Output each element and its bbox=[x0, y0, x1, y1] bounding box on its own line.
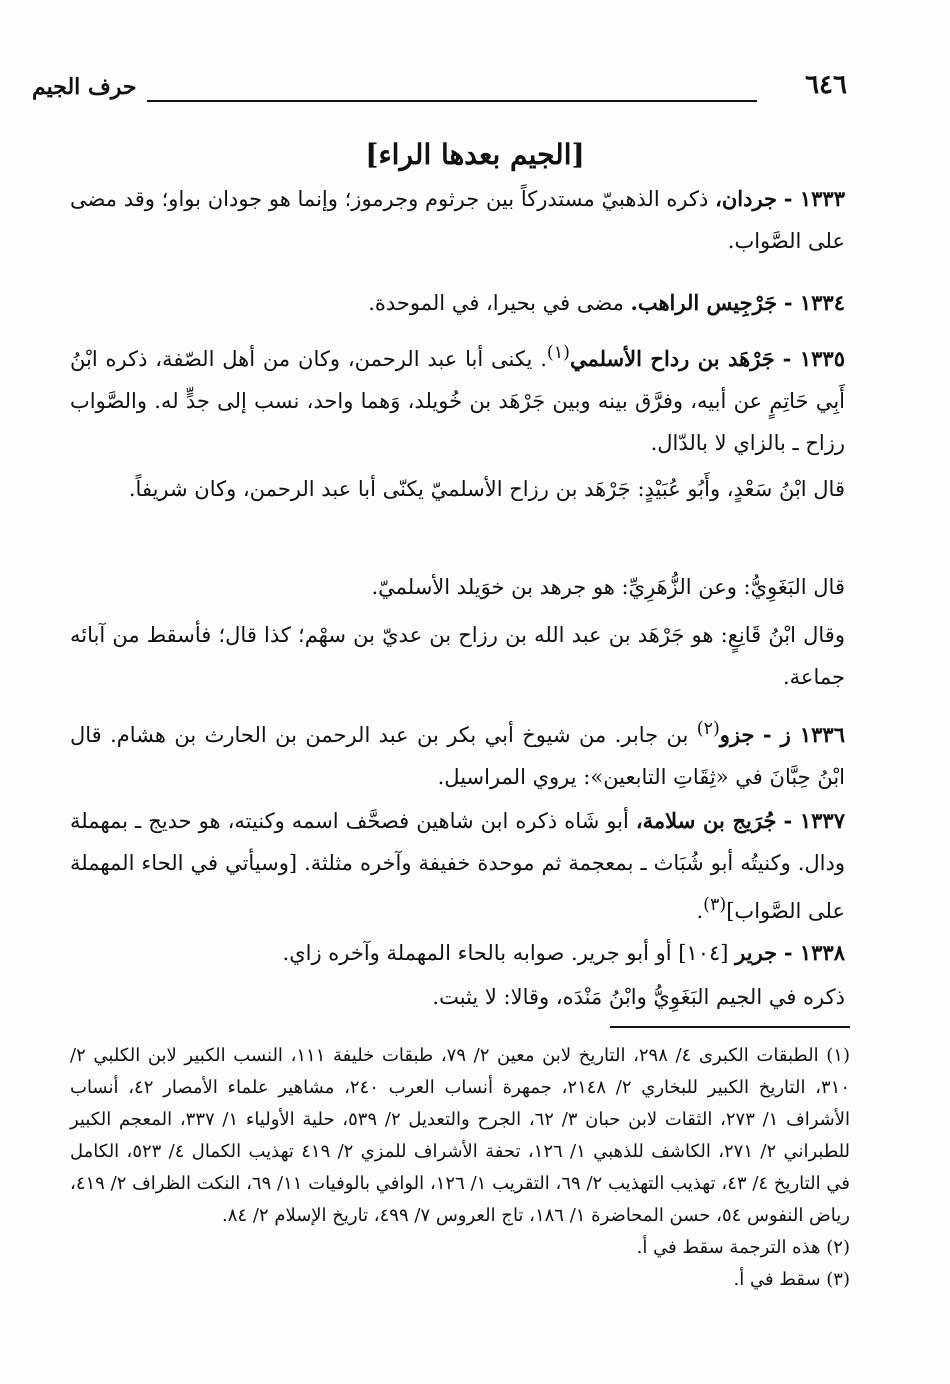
entry-tail: . bbox=[696, 899, 704, 923]
entry-1338-para-1: ذكره في الجيم البَغَوِيُّ وابْنُ مَنْدَه، وقالا: لا يثبت. bbox=[432, 985, 845, 1009]
footnote-2: (٢) هذه الترجمة سقط في أ. bbox=[636, 1237, 850, 1258]
entry-1335-para-3: وقال ابْنُ قَانِعٍ: هو جَرْهَد بن عبد الله بن رزاح بن عديّ بن سهْم؛ كذا قال؛ فأسقط من آبائه جماعة. bbox=[70, 623, 845, 689]
entry-text: أبو شَاه ذكره ابن شاهين فصحَّف اسمه وكنيته، هو حديج ـ بمهملة ودال. وكنيتُه أبو شُبَاث ـ بمعجمة ثم موحدة خفيفة وآخره مثلثة. [وسيأتي في الحاء المهملة على الصَّواب] bbox=[70, 809, 845, 923]
entry-number: ١٣٣٥ - bbox=[782, 346, 845, 371]
entry-number: ١٣٣٧ - bbox=[783, 808, 845, 833]
entry-1334 bbox=[70, 282, 845, 324]
entry-number: ١٣٣٤ - bbox=[783, 290, 845, 315]
entry-text: ذكره الذهبيّ مستدركاً بين جرثوم وجرموز؛ وإنما هو جودان بواو؛ وقد مضى على الصَّواب. bbox=[70, 187, 845, 253]
entry-number: ١٣٣٣ - bbox=[783, 186, 845, 211]
section-title: [الجيم بعدها الراء] bbox=[365, 138, 585, 171]
footnote-divider bbox=[610, 1026, 850, 1028]
entry-1333 bbox=[70, 178, 845, 262]
entry-1335 bbox=[70, 332, 845, 464]
footnote-ref: (٢) bbox=[696, 719, 720, 739]
entry-text: . يكنى أبا عبد الرحمن، وكان من أهل الصّفة، ذكره ابْنُ أَبِي حَاتِمٍ عن أبيه، وفرَّق بينه وبين جَرْهَد بن خُويلد، وَهما واحد، نسب إلى جدٍّ له. والصَّواب رزاح ـ بالزاي لا بالدّال. bbox=[70, 347, 845, 455]
entry-1335-para-2: قال البَغَوِيُّ: وعن الزُّهَرِيِّ: هو جرهد بن خوَيلد الأسلميّ. bbox=[371, 575, 845, 599]
page-number: ٦٤٦ bbox=[805, 70, 847, 100]
entry-text: مضى في بحيرا، في الموحدة. bbox=[368, 291, 624, 315]
entry-head: جزو bbox=[719, 722, 755, 747]
entry-1335-para-1: قال ابْنُ سَعْدٍ، وأَبُو عُبَيْدٍ: جَرْهَد بن رزاح الأسلميّ يكنّى أبا عبد الرحمن، وكان شريفاً. bbox=[128, 477, 845, 501]
entry-head: جردان، bbox=[715, 186, 778, 211]
footnote-ref: (١) bbox=[546, 343, 570, 363]
page-header bbox=[32, 70, 847, 110]
entry-head: جَرْجِيس الراهب. bbox=[630, 290, 778, 315]
entry-text: [١٠٤] أو أبو جرير. صوابه بالحاء المهملة وآخره زاي. bbox=[282, 941, 729, 965]
footnote-1: (١) الطبقات الكبرى ٤/ ٢٩٨، التاريخ لابن معين ٢/ ٧٩، طبقات خليفة ١١١، النسب الكبير لابن الكلبي ٢/ ٣١٠، التاريخ الكبير للبخاري ٢/ ٢١٤٨، جمهرة أنساب العرب ٢٤٠، مشاهير علماء الأمصار ٤٢، أنساب الأشراف ١/ ٢٧٣، الثقات لابن حبان ٣/ ٦٢، الجرح والتعديل ٢/ ٥٣٩، حلية الأولياء ١/ ٣٣٧، المعجم الكبير للطبراني ٢/ ٢٧١، الكاشف للذهبي ١/ ١٢٦، تحفة الأشراف للمزي ٢/ ٤١٩ تهذيب الكمال ٤/ ٥٢٣، الكامل في التاريخ ٤/ ٤٣، تهذيب التهذيب ٢/ ٦٩، التقريب ١/ ١٢٦، الوافي بالوفيات ١١/ ٦٩، النكت الظراف ٢/ ٤١٩، رياض النفوس ٥٤، حسن المحاضرة ١/ ١٨٦، تاج العروس ٧/ ٤٩٩، تاريخ الإسلام ٢/ ٨٤. bbox=[70, 1045, 851, 1226]
header-rule bbox=[147, 100, 757, 102]
entry-text: بن جابر. من شيوخ أبي بكر بن عبد الرحمن بن الحارث بن هشام. قال ابْنُ حِبَّانَ في «ثِقَاتِ التابعين»: يروي المراسيل. bbox=[70, 723, 845, 789]
chapter-title: حرف الجيم bbox=[32, 74, 137, 100]
entry-1337 bbox=[70, 800, 845, 932]
entry-1336 bbox=[70, 708, 845, 798]
entry-1338 bbox=[70, 932, 845, 974]
footnote-ref: (٣) bbox=[703, 895, 727, 915]
entry-head: جَرْهَد بن رداح الأسلمي bbox=[569, 346, 775, 371]
entry-head: جُرَيج بن سلامة، bbox=[635, 808, 777, 833]
entry-head: جرير bbox=[735, 940, 778, 965]
footnote-3: (٣) سقط في أ. bbox=[733, 1269, 850, 1290]
entry-number: ١٣٣٨ - bbox=[783, 940, 845, 965]
entry-number: ١٣٣٦ ز - bbox=[762, 722, 845, 747]
footnotes bbox=[70, 1040, 850, 1296]
